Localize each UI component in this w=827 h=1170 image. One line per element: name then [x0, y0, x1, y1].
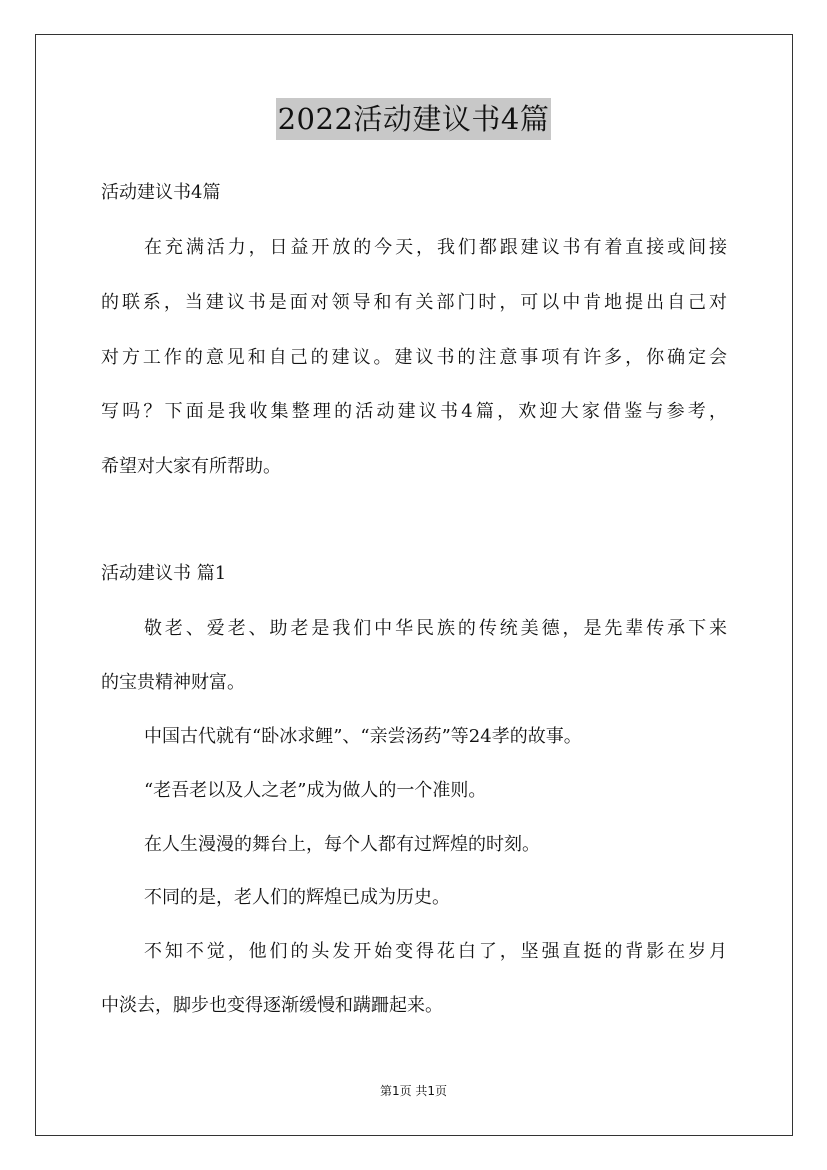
section-1-paragraph-6-line-1: 不知不觉，他们的头发开始变得花白了，坚强直挺的背影在岁月 [144, 941, 727, 962]
section-1-paragraph-4: 在人生漫漫的舞台上，每个人都有过辉煌的时刻。 [144, 834, 540, 855]
document-title: 2022活动建议书4篇 [276, 98, 552, 140]
intro-line-2: 的联系，当建议书是面对领导和有关部门时，可以中肯地提出自己对 [101, 292, 727, 313]
intro-line-3: 对方工作的意见和自己的建议。建议书的注意事项有许多，你确定会 [101, 347, 727, 368]
section-1-paragraph-5: 不同的是，老人们的辉煌已成为历史。 [144, 887, 450, 908]
section-1-paragraph-6-line-2: 中淡去，脚步也变得逐渐缓慢和蹒跚起来。 [101, 995, 443, 1016]
section-1-heading: 活动建议书 篇1 [101, 563, 227, 584]
section-1-paragraph-2: 中国古代就有“卧冰求鲤”、“亲尝汤药”等24孝的故事。 [144, 726, 582, 747]
section-1-paragraph-1-line-2: 的宝贵精神财富。 [101, 672, 245, 693]
title-container [0, 98, 827, 140]
intro-line-1: 在充满活力，日益开放的今天，我们都跟建议书有着直接或间接 [144, 237, 727, 258]
section-1-paragraph-1-line-1: 敬老、爱老、助老是我们中华民族的传统美德，是先辈传承下来 [144, 618, 727, 639]
intro-line-5: 希望对大家有所帮助。 [101, 456, 281, 477]
document-subtitle: 活动建议书4篇 [101, 182, 221, 203]
page-footer: 第1页 共1页 [379, 1084, 448, 1098]
intro-line-4: 写吗？下面是我收集整理的活动建议书4篇，欢迎大家借鉴与参考， [101, 401, 727, 422]
section-1-paragraph-3: “老吾老以及人之老”成为做人的一个准则。 [144, 780, 487, 801]
